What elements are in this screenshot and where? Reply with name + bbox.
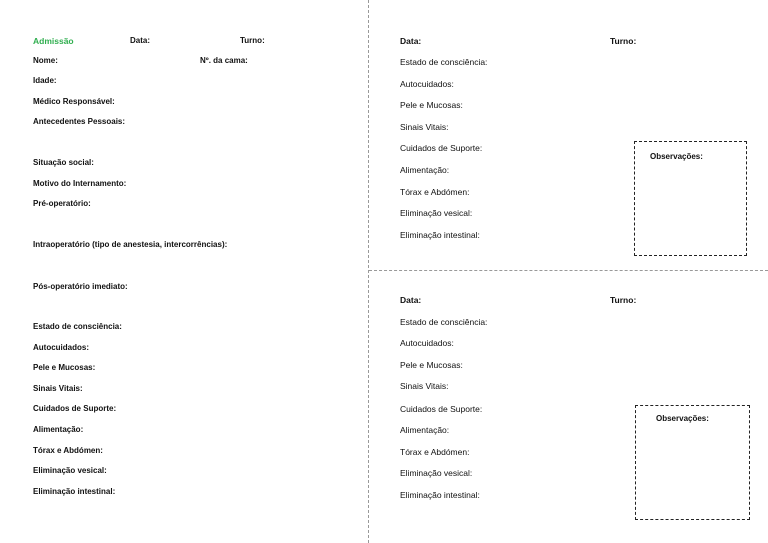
admissao-title: Admissão	[33, 36, 74, 46]
left-vitals-label: Sinais Vitais:	[33, 384, 83, 393]
tr-thorax-label: Tórax e Abdómen:	[400, 187, 470, 197]
social-situation-label: Situação social:	[33, 158, 94, 167]
horizontal-cut-line	[369, 270, 768, 271]
tr-date-label: Data:	[400, 36, 422, 46]
left-selfcare-label: Autocuidados:	[33, 343, 89, 352]
left-consciousness-label: Estado de consciência:	[33, 322, 122, 331]
pre-op-label: Pré-operatório:	[33, 199, 91, 208]
tr-vitals-label: Sinais Vitais:	[400, 122, 449, 132]
br-observations-label: Observações:	[656, 414, 709, 423]
tr-selfcare-label: Autocuidados:	[400, 79, 454, 89]
left-support-label: Cuidados de Suporte:	[33, 404, 117, 413]
left-bladder-label: Eliminação vesical:	[33, 466, 107, 475]
admission-reason-label: Motivo do Internamento:	[33, 179, 127, 188]
br-feeding-label: Alimentação:	[400, 425, 450, 435]
tr-observations-label: Observações:	[650, 152, 703, 161]
tr-bladder-label: Eliminação vesical:	[400, 208, 473, 218]
age-label: Idade:	[33, 76, 57, 85]
br-skin-label: Pele e Mucosas:	[400, 360, 463, 370]
tr-consciousness-label: Estado de consciência:	[400, 57, 488, 67]
br-selfcare-label: Autocuidados:	[400, 338, 454, 348]
left-date-label: Data:	[130, 36, 151, 45]
br-date-label: Data:	[400, 295, 422, 305]
tr-skin-label: Pele e Mucosas:	[400, 100, 463, 110]
vertical-cut-line	[368, 0, 369, 543]
br-support-label: Cuidados de Suporte:	[400, 404, 483, 414]
br-thorax-label: Tórax e Abdómen:	[400, 447, 470, 457]
left-bowel-label: Eliminação intestinal:	[33, 487, 116, 496]
br-shift-label: Turno:	[610, 295, 637, 305]
br-consciousness-label: Estado de consciência:	[400, 317, 488, 327]
bed-number-label: Nº. da cama:	[200, 56, 248, 65]
left-skin-label: Pele e Mucosas:	[33, 363, 96, 372]
intra-op-label: Intraoperatório (tipo de anestesia, intercorrências):	[33, 240, 228, 249]
left-feeding-label: Alimentação:	[33, 425, 84, 434]
br-vitals-label: Sinais Vitais:	[400, 381, 449, 391]
left-thorax-label: Tórax e Abdómen:	[33, 446, 103, 455]
br-bowel-label: Eliminação intestinal:	[400, 490, 480, 500]
post-op-label: Pós-operatório imediato:	[33, 282, 128, 291]
tr-feeding-label: Alimentação:	[400, 165, 450, 175]
tr-bowel-label: Eliminação intestinal:	[400, 230, 480, 240]
doctor-label: Médico Responsável:	[33, 97, 115, 106]
name-label: Nome:	[33, 56, 58, 65]
tr-shift-label: Turno:	[610, 36, 637, 46]
br-bladder-label: Eliminação vesical:	[400, 468, 473, 478]
tr-support-label: Cuidados de Suporte:	[400, 143, 483, 153]
left-shift-label: Turno:	[240, 36, 265, 45]
history-label: Antecedentes Pessoais:	[33, 117, 126, 126]
